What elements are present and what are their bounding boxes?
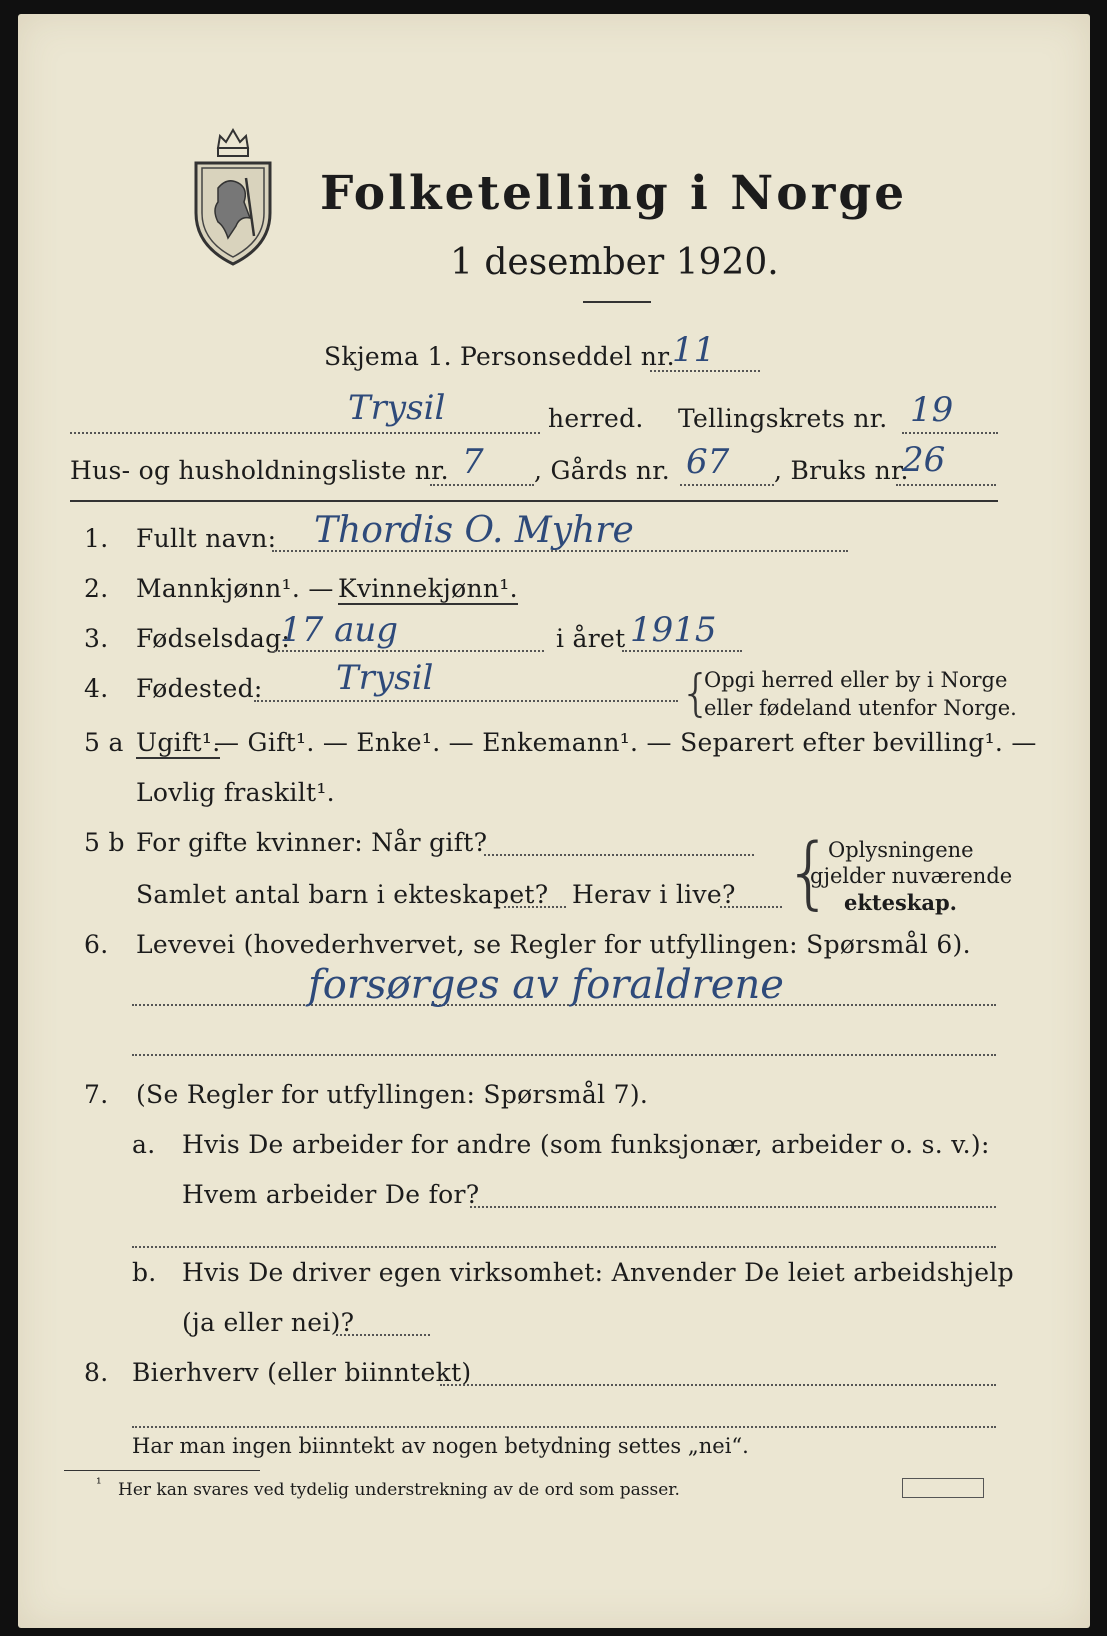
q1-label: Fullt navn: <box>136 524 277 553</box>
tellingskrets-label: Tellingskrets nr. <box>678 404 888 433</box>
q4-number: 4. <box>84 674 109 703</box>
personseddel-line <box>650 370 760 372</box>
bruks-line <box>896 484 996 486</box>
status-divorced[interactable]: Lovlig fraskilt¹. <box>136 778 335 807</box>
q4-brace: { <box>680 664 712 722</box>
gender-male[interactable]: Mannkjønn¹. — <box>136 574 334 603</box>
employer-line[interactable] <box>470 1206 996 1208</box>
q5b-note3: ekteskap. <box>844 890 957 915</box>
birthday-value[interactable]: 17 aug <box>280 610 399 650</box>
hus-value[interactable]: 7 <box>462 442 484 482</box>
q8-note: Har man ingen biinntekt av nogen betydning settes „nei“. <box>132 1434 749 1458</box>
tellingskrets-value[interactable]: 19 <box>910 390 954 430</box>
q5b-married-when: For gifte kvinner: Når gift? <box>136 828 488 857</box>
herred-label: herred. <box>548 404 644 433</box>
q6-label: Levevei (hovederhvervet, se Regler for utfyllingen: Spørsmål 6). <box>136 930 971 959</box>
q8-label: Bierhverv (eller biinntekt) <box>132 1358 472 1387</box>
q7b-mark: b. <box>132 1258 157 1287</box>
hus-label: Hus- og husholdningsliste nr. <box>70 456 449 485</box>
q1-number: 1. <box>84 524 109 553</box>
footnote-rule <box>64 1470 260 1471</box>
q7a-question: Hvem arbeider De for? <box>182 1180 480 1209</box>
employer-line2[interactable] <box>132 1246 996 1248</box>
full-name-value[interactable]: Thordis O. Myhre <box>314 510 634 551</box>
q5b-alive: Herav i live? <box>572 880 736 909</box>
schema-label: Skjema 1. <box>324 342 452 371</box>
q4-label: Fødested: <box>136 674 263 703</box>
gards-line <box>680 484 774 486</box>
gards-value[interactable]: 67 <box>686 442 730 482</box>
q3-number: 3. <box>84 624 109 653</box>
q4-note-line1: Opgi herred eller by i Norge <box>704 668 1008 692</box>
birthday-line <box>274 650 544 652</box>
q5b-children: Samlet antal barn i ekteskapet? <box>136 880 549 909</box>
footnote-mark: ¹ <box>96 1476 102 1492</box>
q5b-brace: { <box>784 828 834 918</box>
herred-line <box>70 432 540 434</box>
form-title: Folketelling i Norge <box>320 166 908 221</box>
occupation-line2 <box>132 1054 996 1056</box>
q5b-number: 5 b <box>84 828 125 857</box>
q3-label: Fødselsdag: <box>136 624 291 653</box>
occupation-value[interactable]: forsørges av foraldrene <box>308 962 784 1008</box>
status-ugift-underlined[interactable]: Ugift¹. <box>136 728 221 757</box>
hired-help-line[interactable] <box>336 1334 430 1336</box>
q7-number: 7. <box>84 1080 109 1109</box>
personseddel-label: Personseddel nr. <box>460 342 675 371</box>
married-when-line[interactable] <box>484 854 754 856</box>
q7a-mark: a. <box>132 1130 156 1159</box>
coat-of-arms-icon <box>188 118 278 268</box>
gards-label: , Gårds nr. <box>534 456 671 485</box>
alive-line[interactable] <box>720 906 782 908</box>
q7-label: (Se Regler for utfyllingen: Spørsmål 7). <box>136 1080 649 1109</box>
census-date: 1 desember 1920. <box>450 242 779 283</box>
bruks-value[interactable]: 26 <box>902 440 946 480</box>
q7a-text: Hvis De arbeider for andre (som funksjonær, arbeider o. s. v.): <box>182 1130 990 1159</box>
personseddel-value[interactable]: 11 <box>672 330 716 370</box>
year-label: i året <box>556 624 626 653</box>
side-income-line[interactable] <box>440 1384 996 1386</box>
bruks-label: , Bruks nr. <box>774 456 909 485</box>
children-line[interactable] <box>504 906 566 908</box>
header-divider <box>70 500 998 502</box>
herred-value[interactable]: Trysil <box>348 388 446 428</box>
q5b-note1: Oplysningene <box>828 838 974 862</box>
q5a-number: 5 a <box>84 728 124 757</box>
title-divider <box>583 301 651 303</box>
side-income-line2[interactable] <box>132 1426 996 1428</box>
q7b-question: (ja eller nei)? <box>182 1308 355 1337</box>
printer-stamp <box>902 1478 984 1498</box>
census-form <box>18 14 1090 1628</box>
q7b-text: Hvis De driver egen virksomhet: Anvender De leiet arbeidshjelp <box>182 1258 1014 1287</box>
q4-note-line2: eller fødeland utenfor Norge. <box>704 696 1017 720</box>
tellingskrets-line <box>902 432 998 434</box>
birthplace-line <box>254 700 678 702</box>
q6-number: 6. <box>84 930 109 959</box>
hus-line <box>430 484 534 486</box>
footnote-text: Her kan svares ved tydelig understrekning av de ord som passer. <box>118 1480 680 1500</box>
birth-year-value[interactable]: 1915 <box>630 610 717 650</box>
year-line <box>622 650 742 652</box>
status-options[interactable]: — Gift¹. — Enke¹. — Enkemann¹. — Separert efter bevilling¹. — <box>214 728 1037 757</box>
q5b-note2: gjelder nuværende <box>810 864 1013 888</box>
q2-number: 2. <box>84 574 109 603</box>
q8-number: 8. <box>84 1358 109 1387</box>
gender-female-underlined[interactable]: Kvinnekjønn¹. <box>338 574 518 603</box>
birthplace-value[interactable]: Trysil <box>336 658 434 698</box>
